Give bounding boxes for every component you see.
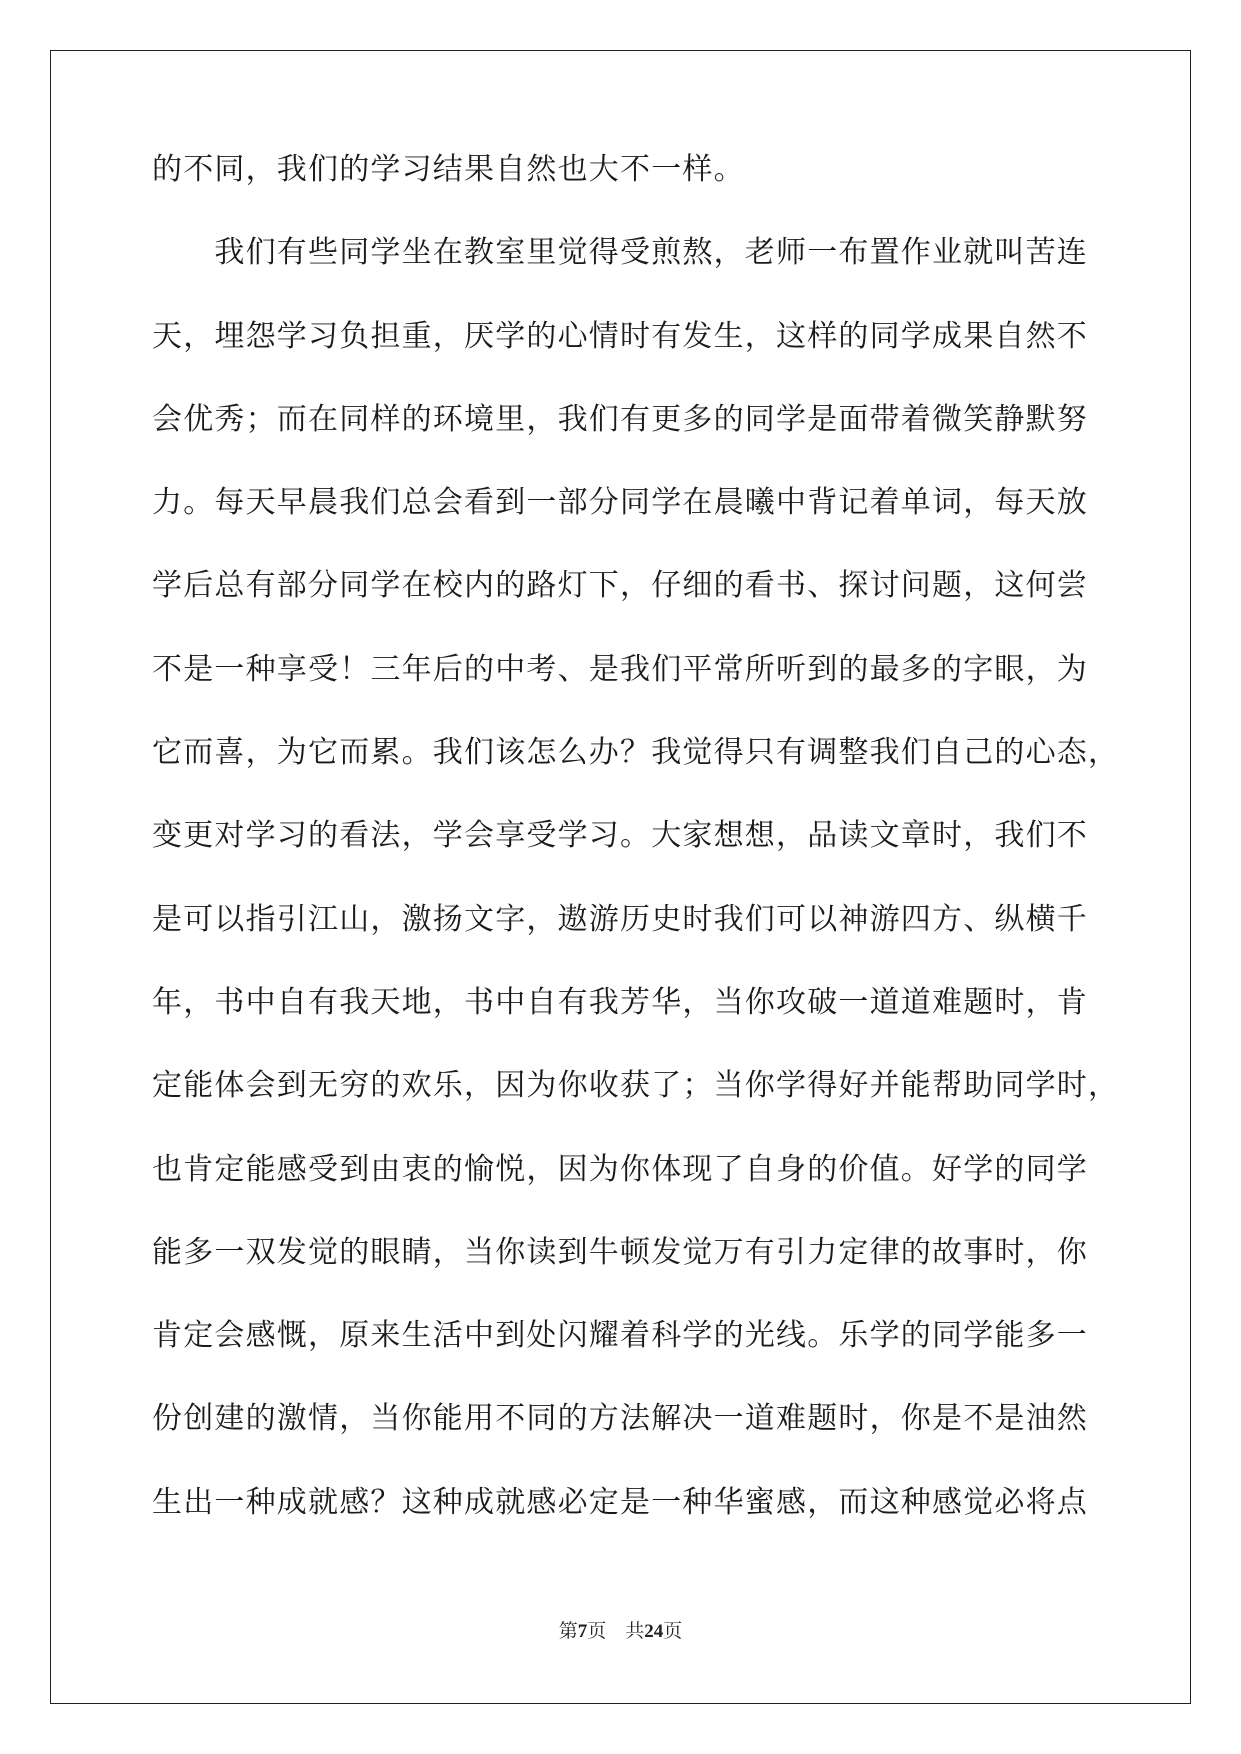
text-line: 的不同，我们的学习结果自然也大不一样。	[152, 152, 745, 187]
text-line: 力。每天早晨我们总会看到一部分同学在晨曦中背记着单词，每天放	[152, 485, 1088, 521]
page-footer	[0, 1616, 1241, 1643]
page-prefix: 第	[558, 1621, 578, 1642]
text-line: 学后总有部分同学在校内的路灯下，仔细的看书、探讨问题，这何尝	[152, 568, 1088, 604]
page-number: 7	[577, 1621, 588, 1642]
text-line: 也肯定能感受到由衷的愉悦，因为你体现了自身的价值。好学的同学	[152, 1151, 1088, 1187]
text-line: 变更对学习的看法，学会享受学习。大家想想，品读文章时，我们不	[152, 818, 1088, 854]
total-prefix: 共	[625, 1621, 645, 1642]
text-line: 我们有些同学坐在教室里觉得受煎熬，老师一布置作业就叫苦连	[152, 235, 1088, 271]
text-line: 它而喜，为它而累。我们该怎么办？我觉得只有调整我们自己的心态，	[152, 735, 1120, 771]
text-line: 生出一种成就感？这种成就感必定是一种华蜜感，而这种感觉必将点	[152, 1484, 1088, 1520]
total-pages: 24	[644, 1621, 664, 1642]
text-line: 定能体会到无穷的欢乐，因为你收获了；当你学得好并能帮助同学时，	[152, 1068, 1120, 1104]
text-line: 份创建的激情，当你能用不同的方法解决一道难题时，你是不是油然	[152, 1401, 1088, 1437]
total-suffix: 页	[663, 1621, 683, 1642]
text-line: 能多一双发觉的眼睛，当你读到牛顿发觉万有引力定律的故事时，你	[152, 1234, 1088, 1270]
page-suffix: 页	[587, 1621, 607, 1642]
text-line: 会优秀；而在同样的环境里，我们有更多的同学是面带着微笑静默努	[152, 401, 1088, 437]
text-line: 不是一种享受！三年后的中考、是我们平常所听到的最多的字眼，为	[152, 651, 1088, 687]
text-line: 是可以指引江山，激扬文字，遨游历史时我们可以神游四方、纵横千	[152, 901, 1088, 937]
text-line: 年，书中自有我天地，书中自有我芳华，当你攻破一道道难题时，肯	[152, 984, 1088, 1020]
text-line: 肯定会感慨，原来生活中到处闪耀着科学的光线。乐学的同学能多一	[152, 1318, 1088, 1354]
document-body	[152, 150, 1120, 1566]
text-line: 天，埋怨学习负担重，厌学的心情时有发生，这样的同学成果自然不	[152, 318, 1088, 354]
